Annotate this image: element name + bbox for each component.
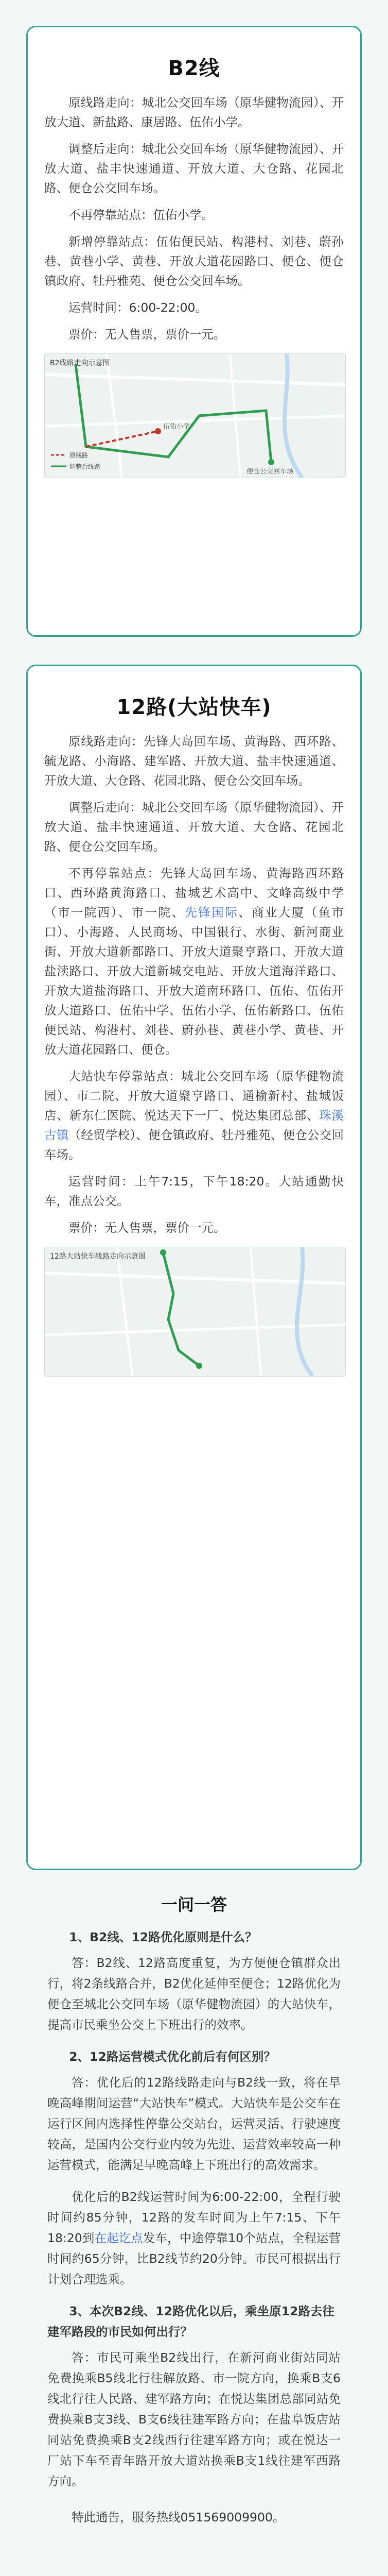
- r12-card: [26, 665, 362, 1870]
- r12-express-stops: 大站快车停靠站点：城北公交回车场（原华健物流园）、市二院、开放大道聚亨路口、通榆新村、盐城饭店、新东仁医院、悦达天下一厂、悦达集团总部、珠溪古镇（经贸学校）、便仓镇政府、牡丹雅苑、便仓公交回车场。: [44, 1069, 344, 1162]
- notice-text: 特此通告，服务热线051569009900。: [72, 2510, 285, 2524]
- b2-map-title: B2线路走向示意图: [50, 359, 110, 367]
- b2-map-svg: [45, 354, 345, 478]
- qa-title: 一问一答: [161, 1895, 227, 1914]
- b2-legend-new: 调整后线路: [69, 463, 101, 470]
- r12-original-route: 原线路走向：先锋大岛回车场、黄海路、西环路、毓龙路、小海路、建军路、开放大道、盐丰快速通道、开放大道、大仓路、花园北路、便仓公交回车场。: [44, 734, 344, 788]
- b2-title: B2线: [168, 57, 220, 80]
- b2-removed-stops: 不再停靠站点：伍佑小学。: [68, 208, 214, 222]
- qa-question-1: 1、B2线、12路优化原则是什么？: [69, 1930, 257, 1944]
- r12-route-map: [44, 1247, 346, 1377]
- qa-answer-2b: 优化后的B2线运营时间为6:00-22:00，全程行驶时间约85分钟，12路的发车时间为上午7:15、下午18:20到在起讫点发车，中途停靠10个站点，全程运营时间约65分钟，比B2线节约20分钟。市民可根据出行计划合理选乘。: [47, 2190, 341, 2286]
- b2-fare: 票价：无人售票，票价一元。: [68, 327, 226, 342]
- qa-answer-3: 答：市民可乘坐B2线出行，在新河商业街站同站免费换乘B5线北行往解放路、市一院方向，换乘B支6线北行往人民路、建军路方向；在悦达集团总部同站免费换乘B支3线、B支6线往建军路方向；在盐阜饭店站同站免费换乘B支2线西行往建军路方向；或在悦达一厂站下车至青年路开放大道站换乘B支1线往建军西路方向。: [47, 2350, 341, 2488]
- b2-added-stops: 新增停靠站点：伍佑便民站、构港村、刘巷、蔚孙巷、黄巷小学、黄巷、开放大道花园路口、便仓、便仓镇政府、牡丹雅苑、便仓公交回车场。: [44, 234, 344, 288]
- b2-original-route: 原线路走向：城北公交回车场（原华健物流园）、开放大道、新盐路、康居路、伍佑小学。: [44, 95, 344, 129]
- qa-section: [47, 1927, 341, 2528]
- qa-question-3: 3、本次B2线、12路优化以后，乘坐原12路去往建军路段的市民如何出行？: [47, 2304, 334, 2339]
- xianfeng-link[interactable]: 先锋国际: [185, 905, 239, 920]
- qa-answer-2a: 答：优化后的12路线路走向与B2线一致，将在早晚高峰期间运营“大站快车”模式。大站快车是公交车在运行区间内选择性停靠公交站台，运营灵活、行驶速度较高，是国内公交行业内较为先进、运营效率较高一种运营模式，能满足早晚高峰上下班出行的高效需求。: [47, 2075, 341, 2172]
- b2-legend-old: 原线路: [69, 452, 89, 459]
- qidian-link[interactable]: 在起讫点: [94, 2231, 143, 2245]
- b2-adjusted-route: 调整后走向：城北公交回车场（原华健物流园）、开放大道、盐丰快速通道、开放大道、大仓路、花园北路、便仓公交回车场。: [44, 142, 344, 195]
- b2-map-end-label: 便仓公交回车场: [246, 468, 294, 476]
- qa-answer-1: 答：B2线、12路高度重复，为方便便仓镇群众出行，将2条线路合并，B2优化延伸至便仓；12路优化为便仓至城北公交回车场（原华健物流园）的大站快车，提高市民乘坐公交上下班出行的效率。: [47, 1956, 341, 2032]
- r12-map-svg: [45, 1247, 345, 1376]
- r12-hours: 运营时间：上午7:15，下午18:20。大站通勤快车，准点公交。: [44, 1174, 344, 1208]
- r12-adjusted-route: 调整后走向：城北公交回车场（原华健物流园）、开放大道、盐丰快速通道、开放大道、大仓路、花园北路、便仓公交回车场。: [44, 800, 344, 854]
- r12-map-title: 12路大站快车线路走向示意图: [50, 1252, 146, 1261]
- r12-title: 12路(大站快车): [116, 696, 272, 719]
- b2-card: [26, 26, 362, 637]
- zhuxi-link[interactable]: 珠溪古镇: [44, 1108, 344, 1142]
- b2-hours: 运营时间：6:00-22:00。: [68, 300, 207, 315]
- b2-map-stop-label: 伍佑小学: [163, 423, 190, 431]
- r12-removed-stops: 不再停靠站点：先锋大岛回车场、黄海路西环路口、西环路黄海路口、盐城艺术高中、文峰高级中学（市一院西）、市一院、先锋国际、商业大厦（鱼市口）、小海路、人民商场、中国银行、水街、新河商业街、开放大道新都路口、开放大道聚亨路口、开放大道盐渎路口、开放大道新城交电站、开放大道海洋路口、开放大道盐海路口、开放大道南环路口、伍佑、伍佑开放大道路口、伍佑中学、伍佑小学、伍佑新路口、伍佑便民站、构港村、刘巷、蔚孙巷、黄巷小学、黄巷、开放大道花园路口、便仓。: [44, 866, 344, 1057]
- qa-question-2: 2、12路运营模式优化前后有何区别？: [69, 2049, 276, 2064]
- r12-fare: 票价：无人售票，票价一元。: [68, 1221, 226, 1235]
- b2-route-map: [44, 353, 346, 478]
